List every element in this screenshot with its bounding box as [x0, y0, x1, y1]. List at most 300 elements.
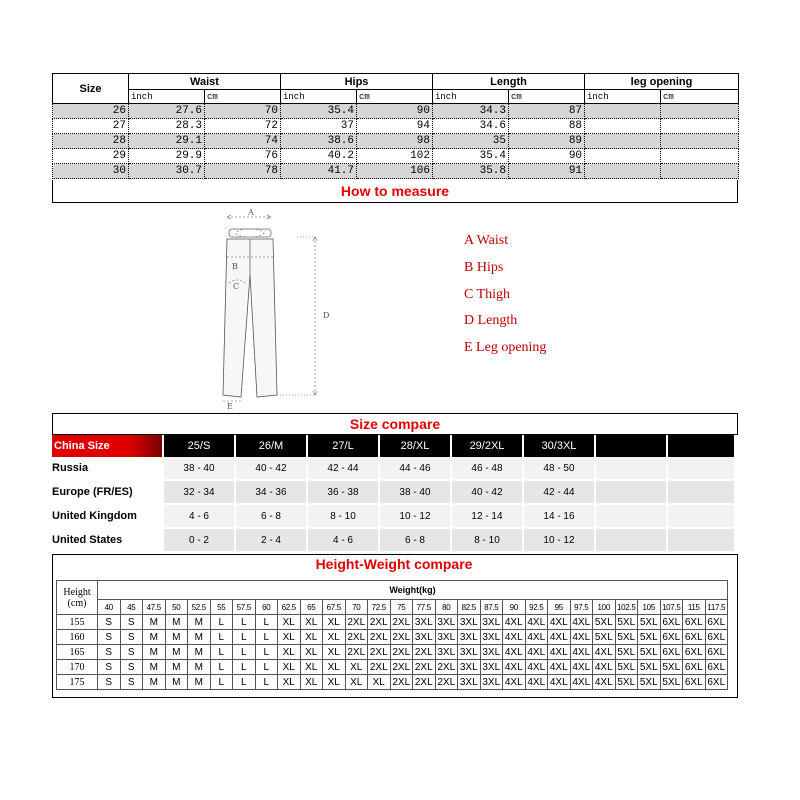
measure-cell: 29.9: [129, 149, 205, 164]
size-fit-cell: XL: [278, 615, 301, 630]
measure-cell: 28.3: [129, 119, 205, 134]
size-fit-cell: S: [120, 675, 143, 690]
leg-opening-header: leg opening: [585, 74, 739, 90]
china-size-cell: 27/L: [308, 435, 380, 457]
unit-cell: inch: [281, 90, 357, 104]
size-fit-cell: M: [143, 615, 166, 630]
height-label: Height: [63, 586, 91, 598]
size-fit-cell: 3XL: [413, 630, 436, 645]
weight-header: Weight(kg): [98, 581, 728, 600]
size-fit-cell: 2XL: [368, 630, 391, 645]
compare-value: [668, 505, 736, 529]
unit-cell: inch: [129, 90, 205, 104]
length-header: Length: [433, 74, 585, 90]
how-to-measure-title: How to measure: [52, 180, 738, 203]
size-fit-cell: 2XL: [413, 645, 436, 660]
size-fit-cell: M: [165, 630, 188, 645]
size-fit-cell: L: [255, 615, 278, 630]
size-fit-cell: 4XL: [525, 615, 548, 630]
height-row: [57, 645, 728, 660]
compare-value: 8 - 10: [308, 505, 380, 529]
size-compare-title: Size compare: [52, 413, 738, 435]
size-fit-cell: L: [255, 645, 278, 660]
china-size-cell: [596, 435, 668, 457]
height-cell: 165: [57, 645, 98, 660]
compare-value: [668, 457, 736, 481]
measure-cell: 70: [205, 104, 281, 119]
measure-cell: 35: [433, 134, 509, 149]
height-cell: 175: [57, 675, 98, 690]
measure-cell: 91: [509, 164, 585, 179]
weight-cell: 102.5: [615, 600, 638, 615]
compare-value: 32 - 34: [164, 481, 236, 505]
measure-cell: 87: [509, 104, 585, 119]
size-fit-cell: S: [98, 660, 121, 675]
compare-value: [668, 529, 736, 553]
weight-cell: 70: [345, 600, 368, 615]
weight-cell: 105: [638, 600, 661, 615]
size-fit-cell: 2XL: [368, 615, 391, 630]
size-fit-cell: XL: [300, 615, 323, 630]
compare-value: 38 - 40: [164, 457, 236, 481]
size-fit-cell: 2XL: [390, 630, 413, 645]
size-fit-cell: 6XL: [683, 615, 706, 630]
size-fit-cell: 2XL: [368, 660, 391, 675]
measure-cell: [585, 119, 661, 134]
size-fit-cell: XL: [345, 660, 368, 675]
size-fit-cell: 4XL: [570, 645, 593, 660]
size-fit-cell: 5XL: [638, 630, 661, 645]
size-cell: 28: [53, 134, 129, 149]
size-fit-cell: 2XL: [345, 645, 368, 660]
size-fit-cell: 2XL: [390, 675, 413, 690]
size-fit-cell: 3XL: [480, 630, 503, 645]
compare-value: 0 - 2: [164, 529, 236, 553]
unit-cell: cm: [205, 90, 281, 104]
measure-cell: 41.7: [281, 164, 357, 179]
size-fit-cell: XL: [300, 675, 323, 690]
size-row: [53, 134, 739, 149]
size-row: [53, 164, 739, 179]
size-fit-cell: M: [188, 645, 211, 660]
weight-cell: 107.5: [660, 600, 683, 615]
size-fit-cell: XL: [323, 615, 346, 630]
size-fit-cell: S: [98, 645, 121, 660]
size-fit-cell: S: [98, 630, 121, 645]
measure-cell: 90: [509, 149, 585, 164]
size-fit-cell: 2XL: [413, 660, 436, 675]
compare-value: 4 - 6: [308, 529, 380, 553]
compare-value: 6 - 8: [380, 529, 452, 553]
size-fit-cell: 3XL: [435, 630, 458, 645]
measure-cell: 37: [281, 119, 357, 134]
size-fit-cell: 6XL: [660, 630, 683, 645]
compare-value: 10 - 12: [524, 529, 596, 553]
compare-row: [52, 457, 736, 481]
unit-cell: cm: [357, 90, 433, 104]
size-fit-cell: XL: [278, 645, 301, 660]
weight-cell: 95: [548, 600, 571, 615]
size-fit-cell: 2XL: [413, 675, 436, 690]
compare-value: 42 - 44: [524, 481, 596, 505]
measure-cell: [585, 134, 661, 149]
weight-cell: 117.5: [705, 600, 728, 615]
compare-value: 4 - 6: [164, 505, 236, 529]
measure-cell: [661, 164, 739, 179]
size-fit-cell: 4XL: [503, 645, 526, 660]
size-fit-cell: 4XL: [548, 660, 571, 675]
size-fit-cell: M: [143, 645, 166, 660]
country-label: United Kingdom: [52, 505, 164, 529]
size-fit-cell: L: [210, 675, 233, 690]
weight-cell: 67.5: [323, 600, 346, 615]
weight-cell: 45: [120, 600, 143, 615]
height-cell: 170: [57, 660, 98, 675]
weight-cell: 87.5: [480, 600, 503, 615]
size-fit-cell: 2XL: [345, 630, 368, 645]
measure-cell: 102: [357, 149, 433, 164]
measure-cell: [585, 104, 661, 119]
size-fit-cell: 5XL: [638, 660, 661, 675]
legend-length: D Length: [464, 313, 518, 328]
compare-value: 2 - 4: [236, 529, 308, 553]
measure-cell: 98: [357, 134, 433, 149]
china-size-cell: [668, 435, 736, 457]
hips-header: Hips: [281, 74, 433, 90]
compare-row: [52, 505, 736, 529]
measure-cell: 90: [357, 104, 433, 119]
measure-cell: 106: [357, 164, 433, 179]
size-fit-cell: 4XL: [525, 660, 548, 675]
size-fit-cell: 3XL: [458, 660, 481, 675]
size-fit-cell: L: [233, 615, 256, 630]
legend-leg-opening: E Leg opening: [464, 340, 547, 355]
size-table: [52, 73, 739, 179]
weight-cell: 100: [593, 600, 616, 615]
size-fit-cell: S: [120, 630, 143, 645]
size-fit-cell: L: [233, 630, 256, 645]
size-fit-cell: S: [120, 645, 143, 660]
compare-value: 40 - 42: [236, 457, 308, 481]
diagram-label-c: C: [233, 282, 240, 291]
size-fit-cell: L: [210, 645, 233, 660]
weight-cell: 47.5: [143, 600, 166, 615]
size-fit-cell: 6XL: [705, 615, 728, 630]
size-fit-cell: 4XL: [593, 645, 616, 660]
size-fit-cell: M: [143, 675, 166, 690]
size-fit-cell: 6XL: [683, 645, 706, 660]
weight-cell: 92.5: [525, 600, 548, 615]
size-fit-cell: 4XL: [570, 630, 593, 645]
size-fit-cell: L: [210, 615, 233, 630]
size-fit-cell: 6XL: [705, 630, 728, 645]
weight-cell: 77.5: [413, 600, 436, 615]
size-fit-cell: 4XL: [548, 630, 571, 645]
compare-value: [596, 481, 668, 505]
legend-thigh: C Thigh: [464, 287, 511, 302]
size-header: Size: [53, 74, 129, 104]
china-size-header: China Size: [52, 435, 164, 457]
weight-cell: 55: [210, 600, 233, 615]
size-fit-cell: M: [188, 660, 211, 675]
measure-cell: [661, 149, 739, 164]
diagram-label-e: E: [227, 402, 233, 410]
compare-value: [668, 481, 736, 505]
height-weight-title: Height-Weight compare: [315, 556, 473, 572]
compare-row: [52, 481, 736, 505]
weight-cell: 65: [300, 600, 323, 615]
size-fit-cell: L: [233, 660, 256, 675]
size-fit-cell: 6XL: [705, 645, 728, 660]
unit-cell: inch: [433, 90, 509, 104]
size-fit-cell: 3XL: [435, 615, 458, 630]
size-fit-cell: 4XL: [503, 675, 526, 690]
size-fit-cell: 5XL: [593, 630, 616, 645]
height-row: [57, 660, 728, 675]
height-row: [57, 630, 728, 645]
size-fit-cell: M: [188, 675, 211, 690]
size-fit-cell: 6XL: [705, 675, 728, 690]
compare-value: 14 - 16: [524, 505, 596, 529]
size-fit-cell: S: [120, 615, 143, 630]
size-fit-cell: M: [143, 630, 166, 645]
weight-cell: 82.5: [458, 600, 481, 615]
compare-value: 10 - 12: [380, 505, 452, 529]
size-fit-cell: XL: [278, 630, 301, 645]
weight-cell: 75: [390, 600, 413, 615]
measure-cell: 89: [509, 134, 585, 149]
height-cell: 160: [57, 630, 98, 645]
size-fit-cell: 5XL: [615, 645, 638, 660]
size-fit-cell: 3XL: [480, 660, 503, 675]
legend-waist: A Waist: [464, 233, 509, 248]
size-fit-cell: 4XL: [525, 630, 548, 645]
waist-header: Waist: [129, 74, 281, 90]
weight-cell: 90: [503, 600, 526, 615]
size-fit-cell: L: [233, 675, 256, 690]
size-fit-cell: XL: [300, 660, 323, 675]
compare-value: 12 - 14: [452, 505, 524, 529]
size-fit-cell: 6XL: [683, 660, 706, 675]
height-row: [57, 615, 728, 630]
size-fit-cell: 2XL: [390, 660, 413, 675]
size-fit-cell: 5XL: [615, 615, 638, 630]
weight-cell: 115: [683, 600, 706, 615]
china-size-cell: 25/S: [164, 435, 236, 457]
size-fit-cell: 5XL: [638, 645, 661, 660]
size-fit-cell: XL: [278, 660, 301, 675]
size-fit-cell: 3XL: [413, 615, 436, 630]
compare-value: [596, 529, 668, 553]
compare-value: 34 - 36: [236, 481, 308, 505]
measure-cell: [585, 149, 661, 164]
china-size-cell: 29/2XL: [452, 435, 524, 457]
size-fit-cell: M: [165, 660, 188, 675]
size-fit-cell: S: [98, 675, 121, 690]
size-fit-cell: 3XL: [458, 630, 481, 645]
size-fit-cell: M: [143, 660, 166, 675]
compare-value: 44 - 46: [380, 457, 452, 481]
size-fit-cell: 4XL: [570, 615, 593, 630]
weight-cell: 50: [165, 600, 188, 615]
size-fit-cell: 4XL: [548, 645, 571, 660]
size-cell: 27: [53, 119, 129, 134]
weight-cell: 60: [255, 600, 278, 615]
size-fit-cell: XL: [323, 675, 346, 690]
legend-hips: B Hips: [464, 260, 504, 275]
measure-cell: 34.6: [433, 119, 509, 134]
size-fit-cell: L: [210, 660, 233, 675]
measure-cell: 27.6: [129, 104, 205, 119]
size-row: [53, 104, 739, 119]
height-row: [57, 675, 728, 690]
compare-value: 40 - 42: [452, 481, 524, 505]
size-fit-cell: 5XL: [638, 675, 661, 690]
size-fit-cell: 5XL: [615, 675, 638, 690]
compare-value: 8 - 10: [452, 529, 524, 553]
measure-cell: 78: [205, 164, 281, 179]
measure-cell: 29.1: [129, 134, 205, 149]
size-fit-cell: 4XL: [570, 675, 593, 690]
china-size-cell: 28/XL: [380, 435, 452, 457]
size-fit-cell: 3XL: [435, 645, 458, 660]
unit-cell: cm: [509, 90, 585, 104]
compare-value: 6 - 8: [236, 505, 308, 529]
china-size-cell: 30/3XL: [524, 435, 596, 457]
size-fit-cell: 4XL: [570, 660, 593, 675]
size-fit-cell: 4XL: [593, 675, 616, 690]
size-fit-cell: 6XL: [683, 630, 706, 645]
size-fit-cell: 5XL: [660, 660, 683, 675]
size-fit-cell: 3XL: [458, 615, 481, 630]
size-fit-cell: XL: [368, 675, 391, 690]
measure-cell: 40.2: [281, 149, 357, 164]
size-fit-cell: XL: [323, 630, 346, 645]
size-compare-table: [52, 435, 736, 553]
size-fit-cell: 3XL: [458, 645, 481, 660]
measure-cell: 30.7: [129, 164, 205, 179]
size-fit-cell: 3XL: [480, 615, 503, 630]
size-fit-cell: 4XL: [548, 615, 571, 630]
diagram-label-b: B: [232, 262, 238, 271]
country-label: Europe (FR/ES): [52, 481, 164, 505]
size-fit-cell: L: [255, 660, 278, 675]
compare-value: 42 - 44: [308, 457, 380, 481]
measure-cell: 72: [205, 119, 281, 134]
size-fit-cell: 4XL: [503, 615, 526, 630]
size-fit-cell: 5XL: [593, 615, 616, 630]
size-fit-cell: 5XL: [638, 615, 661, 630]
size-fit-cell: XL: [300, 645, 323, 660]
measure-cell: 35.4: [281, 104, 357, 119]
height-cell: 155: [57, 615, 98, 630]
size-fit-cell: XL: [323, 660, 346, 675]
measure-cell: 74: [205, 134, 281, 149]
measure-cell: 94: [357, 119, 433, 134]
weight-cell: 72.5: [368, 600, 391, 615]
measure-cell: 35.8: [433, 164, 509, 179]
diagram-label-a: A: [248, 208, 254, 217]
pants-measure-diagram: [205, 205, 345, 410]
size-cell: 30: [53, 164, 129, 179]
size-fit-cell: 5XL: [660, 675, 683, 690]
compare-row: [52, 529, 736, 553]
size-fit-cell: 6XL: [683, 675, 706, 690]
size-fit-cell: M: [188, 630, 211, 645]
compare-value: 38 - 40: [380, 481, 452, 505]
size-fit-cell: 2XL: [435, 660, 458, 675]
size-fit-cell: M: [165, 675, 188, 690]
measure-cell: 35.4: [433, 149, 509, 164]
size-fit-cell: 4XL: [503, 660, 526, 675]
weight-cell: 62.5: [278, 600, 301, 615]
size-fit-cell: 4XL: [593, 660, 616, 675]
size-fit-cell: M: [188, 615, 211, 630]
size-fit-cell: XL: [300, 630, 323, 645]
measure-cell: [585, 164, 661, 179]
size-fit-cell: L: [233, 645, 256, 660]
measure-cell: [661, 134, 739, 149]
size-fit-cell: L: [255, 675, 278, 690]
size-fit-cell: 5XL: [615, 630, 638, 645]
size-fit-cell: M: [165, 615, 188, 630]
size-fit-cell: 2XL: [390, 645, 413, 660]
unit-cell: cm: [661, 90, 739, 104]
weight-cell: 97.5: [570, 600, 593, 615]
weight-cell: 80: [435, 600, 458, 615]
measure-cell: 38.6: [281, 134, 357, 149]
compare-value: [596, 505, 668, 529]
measure-cell: 34.3: [433, 104, 509, 119]
size-fit-cell: 4XL: [503, 630, 526, 645]
size-fit-cell: 6XL: [705, 660, 728, 675]
measure-cell: [661, 104, 739, 119]
size-fit-cell: 2XL: [345, 615, 368, 630]
size-cell: 26: [53, 104, 129, 119]
size-fit-cell: 3XL: [458, 675, 481, 690]
measure-cell: [661, 119, 739, 134]
unit-cell: inch: [585, 90, 661, 104]
measure-cell: 88: [509, 119, 585, 134]
size-fit-cell: 4XL: [525, 645, 548, 660]
size-fit-cell: 4XL: [525, 675, 548, 690]
size-fit-cell: 3XL: [480, 675, 503, 690]
size-fit-cell: 4XL: [548, 675, 571, 690]
size-fit-cell: 3XL: [480, 645, 503, 660]
size-fit-cell: S: [98, 615, 121, 630]
china-size-cell: 26/M: [236, 435, 308, 457]
height-weight-table: [56, 580, 728, 690]
size-fit-cell: 5XL: [615, 660, 638, 675]
weight-cell: 52.5: [188, 600, 211, 615]
size-cell: 29: [53, 149, 129, 164]
size-fit-cell: 2XL: [368, 645, 391, 660]
country-label: Russia: [52, 457, 164, 481]
measure-cell: 76: [205, 149, 281, 164]
weight-cell: 40: [98, 600, 121, 615]
size-fit-cell: M: [165, 645, 188, 660]
size-fit-cell: XL: [345, 675, 368, 690]
size-fit-cell: XL: [323, 645, 346, 660]
size-fit-cell: 6XL: [660, 615, 683, 630]
size-fit-cell: 6XL: [660, 645, 683, 660]
height-header: [57, 581, 98, 615]
size-row: [53, 119, 739, 134]
size-fit-cell: L: [210, 630, 233, 645]
compare-value: 36 - 38: [308, 481, 380, 505]
height-unit-label: (cm): [67, 597, 87, 609]
size-row: [53, 149, 739, 164]
